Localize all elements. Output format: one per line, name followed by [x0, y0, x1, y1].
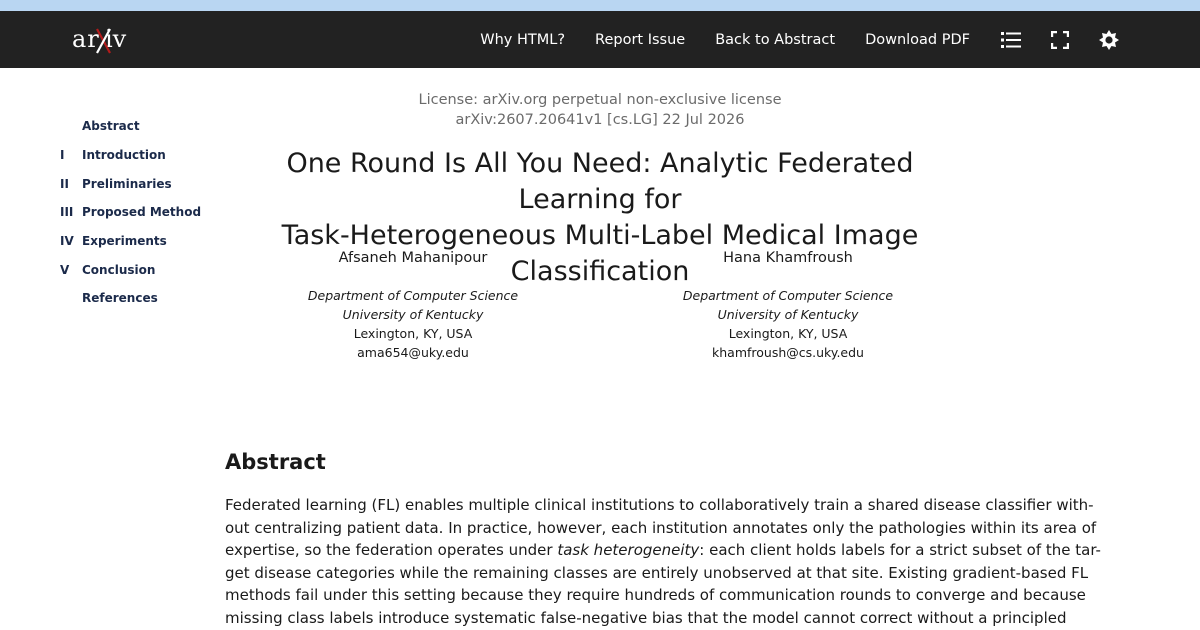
toc-num: IV	[60, 234, 74, 249]
toc-label: Conclusion	[82, 262, 156, 277]
toc-label: Abstract	[82, 119, 140, 134]
author-block-1	[253, 248, 573, 362]
toc-item-references[interactable]	[60, 284, 230, 313]
svg-text:ar: ar	[72, 25, 100, 53]
toc-label: References	[82, 291, 158, 306]
toc-label: Proposed Method	[82, 205, 202, 220]
abstract-fragment: expertise, so the federation operates under	[225, 541, 553, 559]
abstract-emphasis: task heterogeneity	[557, 541, 700, 559]
abstract-fragment: : each client holds labels for a strict subset of the tar-	[699, 541, 1101, 559]
why-html-link[interactable]: Why HTML?	[480, 31, 566, 48]
paper-meta	[300, 90, 900, 130]
author-name: Afsaneh Mahanipour	[338, 250, 488, 266]
toc-item-conclusion[interactable]	[60, 255, 230, 284]
back-to-abstract-link[interactable]: Back to Abstract	[715, 31, 836, 48]
list-icon[interactable]	[1000, 29, 1022, 51]
top-navbar	[0, 11, 1200, 68]
toc-num: II	[60, 176, 69, 191]
browser-banner-strip	[0, 0, 1200, 11]
license-text[interactable]: License: arXiv.org perpetual non-exclusive license	[418, 92, 782, 108]
report-issue-link[interactable]: Report Issue	[595, 31, 686, 48]
author-email: ama654@uky.edu	[357, 345, 469, 360]
toc-num: V	[60, 262, 70, 277]
author-university: University of Kentucky	[342, 307, 484, 322]
nav-links	[480, 11, 1200, 68]
title-line-2: Task-Heterogeneous Multi-Label Medical Image Classification	[281, 220, 919, 287]
abstract-heading: Abstract	[225, 450, 326, 474]
abstract-line: get disease categories while the remaining classes are entirely unobserved at that site. Existing gradient-based FL	[225, 563, 1089, 582]
abstract-line: missing class labels introduce systematic false-negative bias that the model cannot correct without a principled	[225, 608, 1067, 627]
author-university: University of Kentucky	[717, 307, 859, 322]
abstract-line-mixed	[225, 539, 1101, 562]
author-department: Department of Computer Science	[682, 288, 894, 303]
author-block-2	[628, 248, 948, 362]
arxiv-logo[interactable]	[72, 23, 144, 55]
toc-num: III	[60, 205, 74, 220]
abstract-line: out centralizing patient data. In practice, however, each institution annotates only the pathologies within its area of	[225, 518, 1097, 537]
toc-item-proposed-method[interactable]	[60, 198, 230, 227]
toc-item-introduction[interactable]	[60, 141, 230, 170]
author-name: Hana Khamfroush	[723, 250, 853, 266]
abstract-text	[225, 494, 1101, 629]
download-pdf-link[interactable]: Download PDF	[865, 31, 970, 48]
title-line-1: One Round Is All You Need: Analytic Federated Learning for	[286, 148, 914, 215]
toc-label: Preliminaries	[82, 176, 172, 191]
toc-item-preliminaries[interactable]	[60, 169, 230, 198]
svg-text:iv: iv	[105, 25, 127, 53]
table-of-contents	[60, 112, 230, 313]
toc-label: Introduction	[82, 148, 166, 163]
fullscreen-icon[interactable]	[1049, 29, 1071, 51]
author-location: Lexington, KY, USA	[728, 326, 848, 341]
arxiv-id: arXiv:2607.20641v1 [cs.LG] 22 Jul 2026	[455, 112, 745, 128]
toc-item-abstract[interactable]	[60, 112, 230, 141]
toc-item-experiments[interactable]	[60, 227, 230, 256]
toc-num: I	[60, 148, 65, 163]
abstract-line: Federated learning (FL) enables multiple clinical institutions to collaboratively train a shared disease classifier with-	[225, 496, 1094, 514]
author-department: Department of Computer Science	[307, 288, 519, 303]
theme-settings-icon[interactable]	[1098, 29, 1120, 51]
toc-label: Experiments	[82, 234, 167, 249]
author-email: khamfroush@cs.uky.edu	[712, 345, 864, 360]
author-location: Lexington, KY, USA	[353, 326, 473, 341]
abstract-line: methods fail under this setting because they require hundreds of communication rounds to converge and because	[225, 586, 1086, 604]
